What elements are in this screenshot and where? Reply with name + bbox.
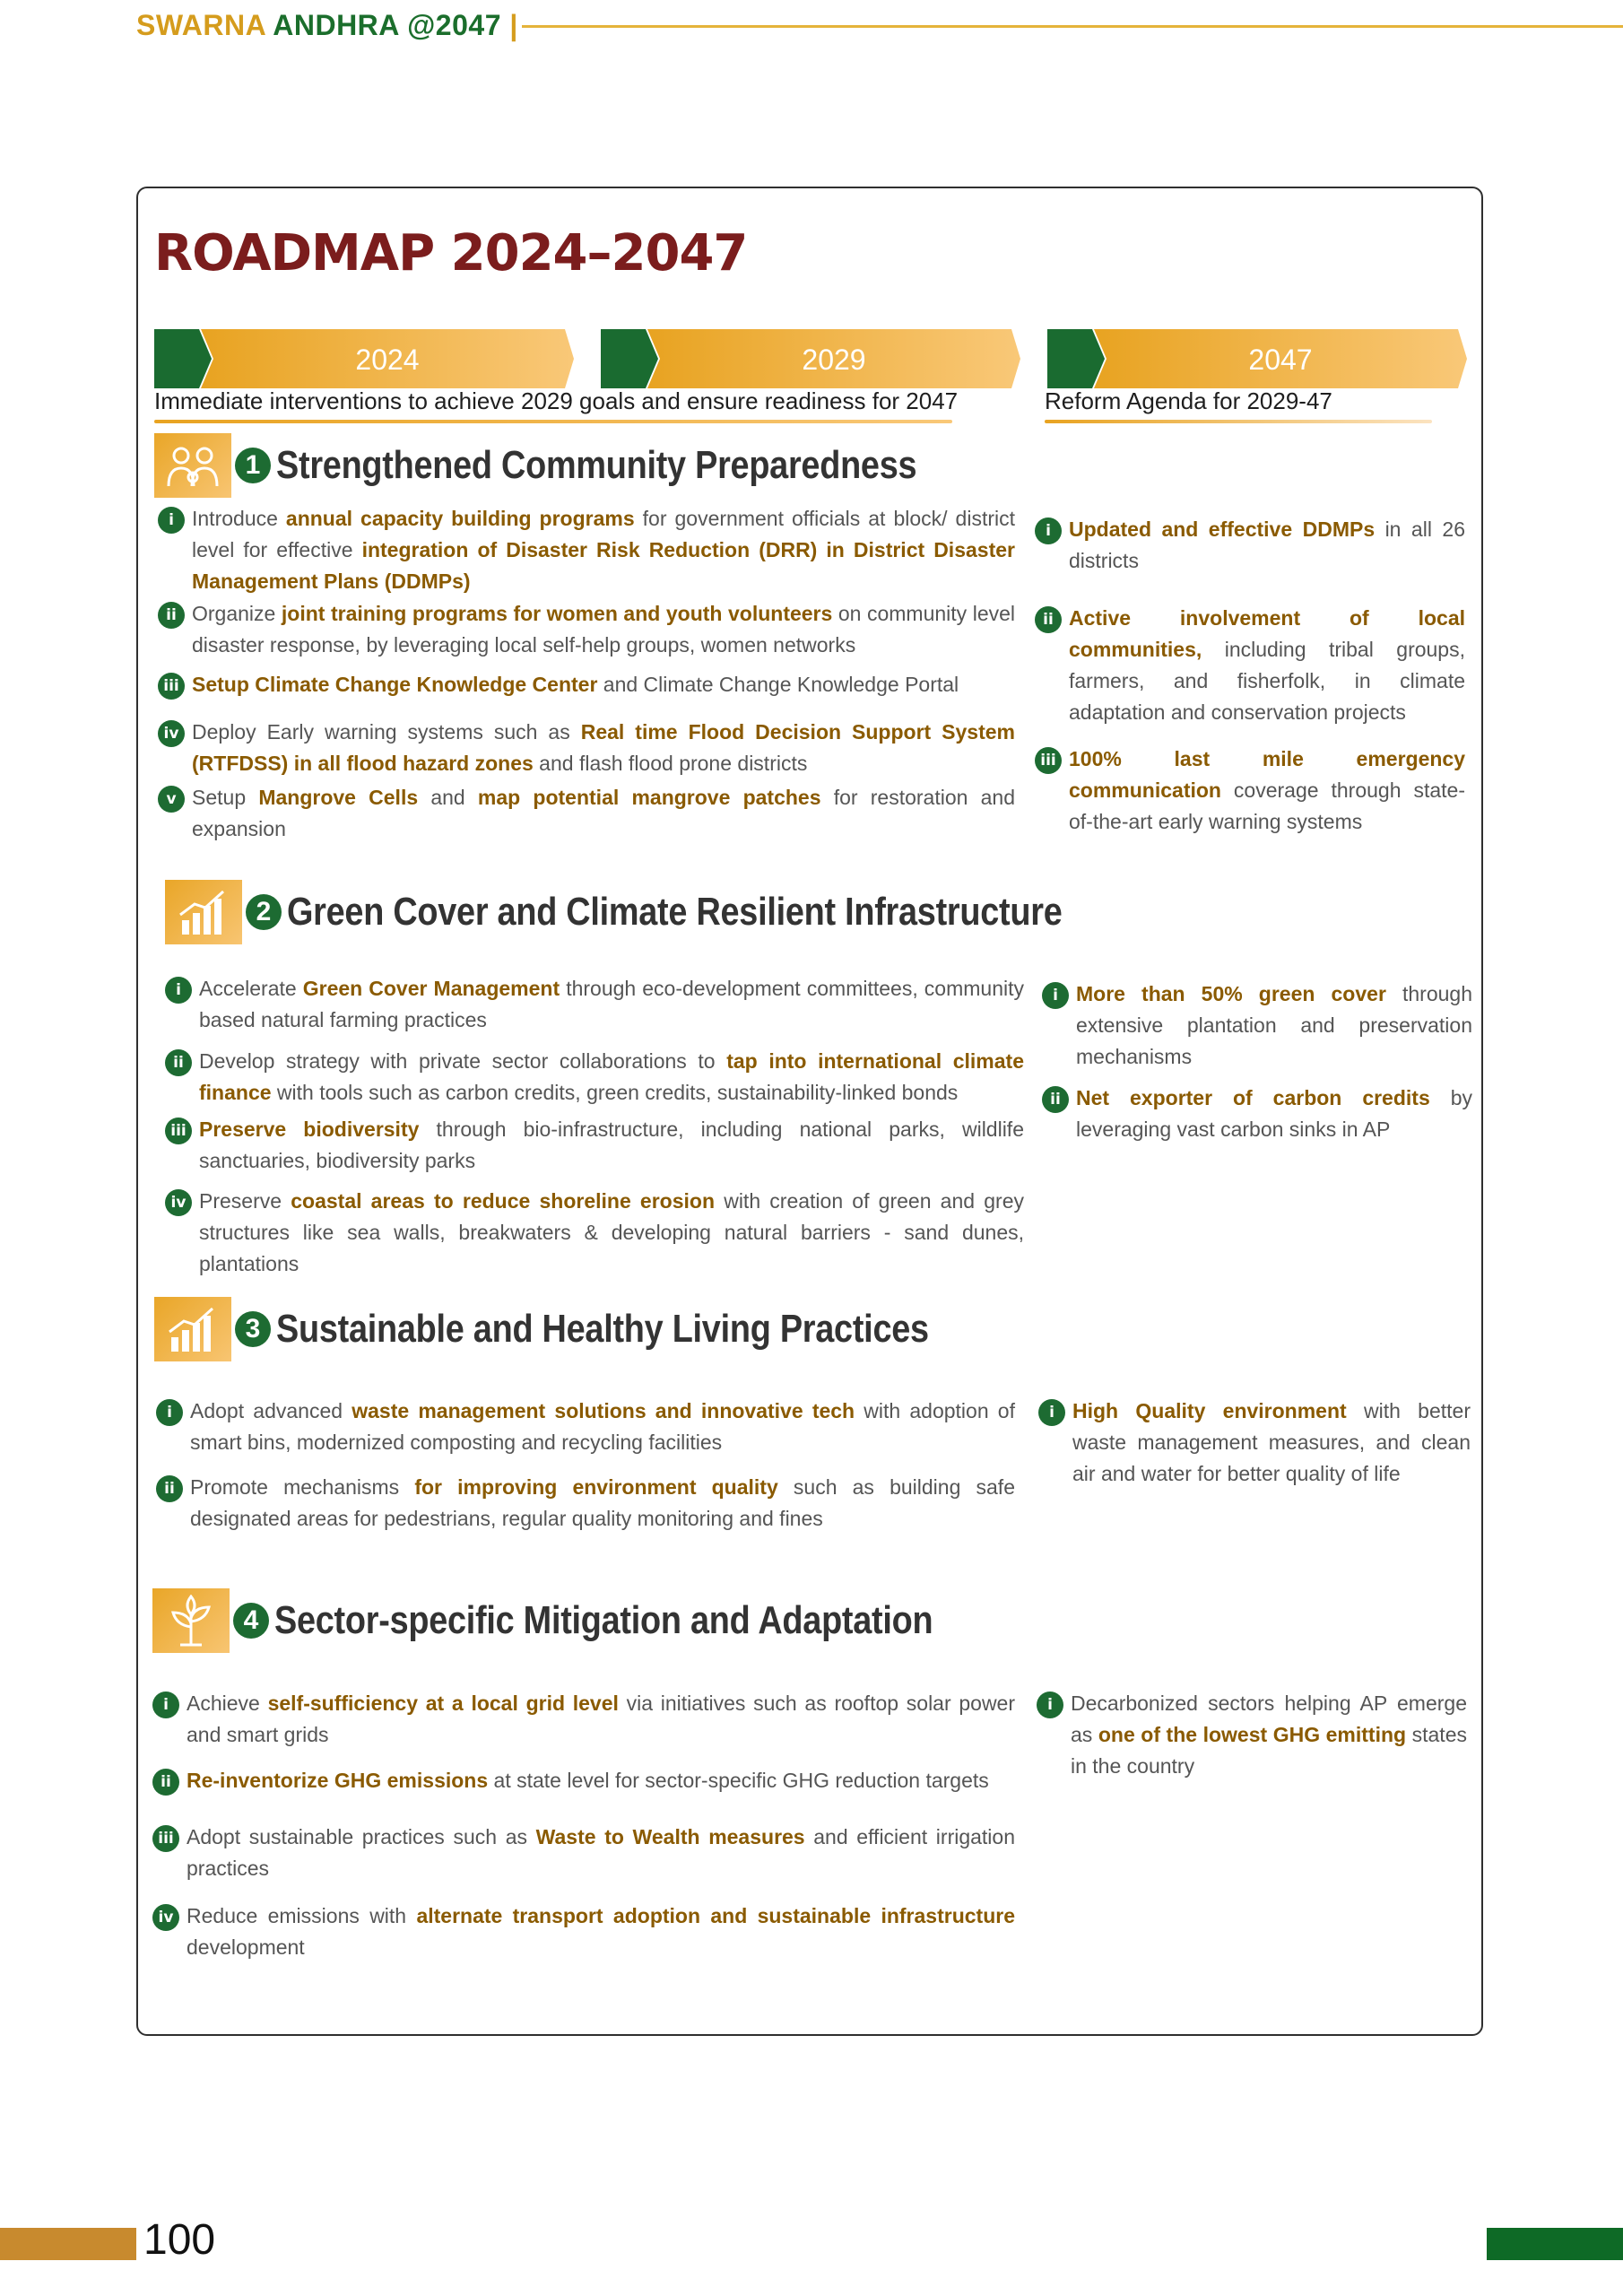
footer-bar-right [1487, 2228, 1623, 2260]
section-title: Sector-specific Mitigation and Adaptation [274, 1598, 933, 1642]
list-item [1038, 1396, 1471, 1490]
list-item [165, 1186, 1024, 1280]
bullet-number: iv [158, 720, 185, 747]
section-number: 4 [233, 1603, 269, 1639]
item-text: Reduce emissions with alternate transport adoption and sustainable infrastructure development [187, 1904, 1015, 1959]
growth-chart-icon [165, 880, 242, 944]
section-number: 2 [246, 894, 282, 930]
item-text: Preserve biodiversity through bio-infrastructure, including national parks, wildlife sanctuaries, biodiversity parks [199, 1118, 1024, 1172]
bullet-number: v [158, 786, 185, 813]
bullet-number: i [158, 507, 185, 534]
header-separator: | [509, 9, 518, 41]
list-item [158, 782, 1015, 845]
item-text: Updated and effective DDMPs in all 26 districts [1069, 517, 1465, 572]
list-item [156, 1472, 1015, 1535]
item-text: Introduce annual capacity building programs for government officials at block/ district level for effective integration of Disaster Risk Reduction (DRR) in District Disaster Management Plans (DDMPs) [192, 507, 1015, 593]
bullet-number: ii [165, 1049, 192, 1076]
section-number: 1 [235, 448, 271, 483]
item-text: Active involvement of local communities, including tribal groups, farmers, and fisherfolk, in climate adaptation and conservation projects [1069, 606, 1465, 724]
list-item [152, 1822, 1015, 1884]
reform-underline [1045, 420, 1432, 423]
item-text: Promote mechanisms for improving environment quality such as building safe designated areas for pedestrians, regular quality monitoring and fines [190, 1475, 1015, 1530]
list-item [1042, 978, 1472, 1073]
section-title: Strengthened Community Preparedness [276, 443, 917, 487]
list-item [1035, 514, 1465, 577]
section-4-heading [152, 1588, 1040, 1653]
bullet-number: i [165, 977, 192, 1004]
list-item [158, 503, 1015, 597]
list-item [152, 1900, 1015, 1963]
item-text: Accelerate Green Cover Management through eco-development committees, community based natural farming practices [199, 977, 1024, 1031]
bullet-number: ii [1035, 606, 1062, 633]
item-text: Preserve coastal areas to reduce shoreline erosion with creation of green and grey structures like sea walls, breakwaters & developing natural barriers - sand dunes, plantations [199, 1189, 1024, 1275]
list-item [158, 717, 1015, 779]
bullet-number: iv [152, 1904, 179, 1931]
bullet-number: i [152, 1692, 179, 1718]
timeline-segment-2029 [601, 329, 1020, 388]
item-text: Setup Climate Change Knowledge Center and Climate Change Knowledge Portal [192, 673, 959, 696]
item-text: Re-inventorize GHG emissions at state level for sector-specific GHG reduction targets [187, 1769, 989, 1792]
list-item [156, 1396, 1015, 1458]
list-item [152, 1688, 1015, 1751]
bullet-number: ii [156, 1475, 183, 1502]
item-text: High Quality environment with better waste management measures, and clean air and water for better quality of life [1072, 1399, 1471, 1485]
list-item [158, 598, 1015, 661]
bullet-number: iii [158, 673, 185, 700]
bullet-number: iv [165, 1189, 192, 1216]
header-andhra-2047: ANDHRA @2047 [273, 9, 501, 41]
timeline-banner [154, 327, 1463, 390]
timeline-segment-2047 [1047, 329, 1467, 388]
section-3-heading [154, 1297, 1035, 1361]
list-item [165, 1046, 1024, 1109]
page-number: 100 [143, 2216, 216, 2264]
bullet-number: ii [1042, 1086, 1069, 1113]
header-swarna: SWARNA [136, 9, 266, 41]
bullet-number: iii [152, 1825, 179, 1852]
item-text: Develop strategy with private sector collaborations to tap into international climate finance with tools such as carbon credits, green credits, sustainability-linked bonds [199, 1049, 1024, 1104]
list-item [158, 669, 1015, 700]
bullet-number: ii [158, 602, 185, 629]
document-header [136, 9, 1623, 45]
item-text: Decarbonized sectors helping AP emerge as one of the lowest GHG emitting states in the country [1071, 1692, 1467, 1778]
bullet-number: i [1037, 1692, 1063, 1718]
immediate-underline [154, 420, 952, 423]
list-item [165, 1114, 1024, 1177]
list-item [1035, 744, 1465, 838]
community-people-icon [154, 433, 231, 498]
timeline-year-2024: 2024 [355, 344, 420, 376]
footer-bar-left [0, 2228, 136, 2260]
item-text: Adopt advanced waste management solutions and innovative tech with adoption of smart bins, modernized composting and recycling facilities [190, 1399, 1015, 1454]
bullet-number: iii [165, 1118, 192, 1144]
timeline-year-2029: 2029 [802, 344, 866, 376]
section-title: Sustainable and Healthy Living Practices [276, 1307, 929, 1351]
item-text: Deploy Early warning systems such as Real time Flood Decision Support System (RTFDSS) in all flood hazard zones and flash flood prone districts [192, 720, 1016, 775]
item-text: Setup Mangrove Cells and map potential mangrove patches for restoration and expansion [192, 786, 1016, 840]
bullet-number: i [1042, 982, 1069, 1009]
section-title: Green Cover and Climate Resilient Infrastructure [287, 890, 1063, 934]
list-item [1037, 1688, 1467, 1782]
list-item [1035, 603, 1465, 728]
reform-agenda-label: Reform Agenda for 2029-47 [1045, 387, 1332, 414]
page-title: ROADMAP 2024–2047 [154, 224, 748, 283]
immediate-interventions-label: Immediate interventions to achieve 2029 goals and ensure readiness for 2047 [154, 387, 959, 414]
header-title [136, 9, 518, 42]
plant-leaf-icon [152, 1588, 230, 1653]
section-number: 3 [235, 1311, 271, 1347]
section-2-heading [165, 880, 1188, 944]
item-text: Net exporter of carbon credits by leveraging vast carbon sinks in AP [1076, 1086, 1473, 1141]
growth-chart-icon [154, 1297, 231, 1361]
item-text: Adopt sustainable practices such as Waste to Wealth measures and efficient irrigation practices [187, 1825, 1016, 1880]
timeline-year-2047: 2047 [1248, 344, 1313, 376]
bullet-number: i [1038, 1399, 1065, 1426]
list-item [152, 1765, 1015, 1796]
header-rule [522, 25, 1623, 28]
section-1-heading [154, 433, 1021, 498]
bullet-number: ii [152, 1769, 179, 1796]
item-text: 100% last mile emergency communication coverage through state-of-the-art early warning systems [1069, 747, 1465, 833]
list-item [1042, 1083, 1472, 1145]
bullet-number: iii [1035, 747, 1062, 774]
list-item [165, 973, 1024, 1036]
item-text: Organize joint training programs for women and youth volunteers on community level disaster response, by leveraging local self-help groups, women networks [192, 602, 1016, 657]
timeline-segment-2024 [154, 329, 574, 388]
bullet-number: i [1035, 517, 1062, 544]
item-text: Achieve self-sufficiency at a local grid level via initiatives such as rooftop solar power and smart grids [187, 1692, 1016, 1746]
item-text: More than 50% green cover through extensive plantation and preservation mechanisms [1076, 982, 1472, 1068]
bullet-number: i [156, 1399, 183, 1426]
